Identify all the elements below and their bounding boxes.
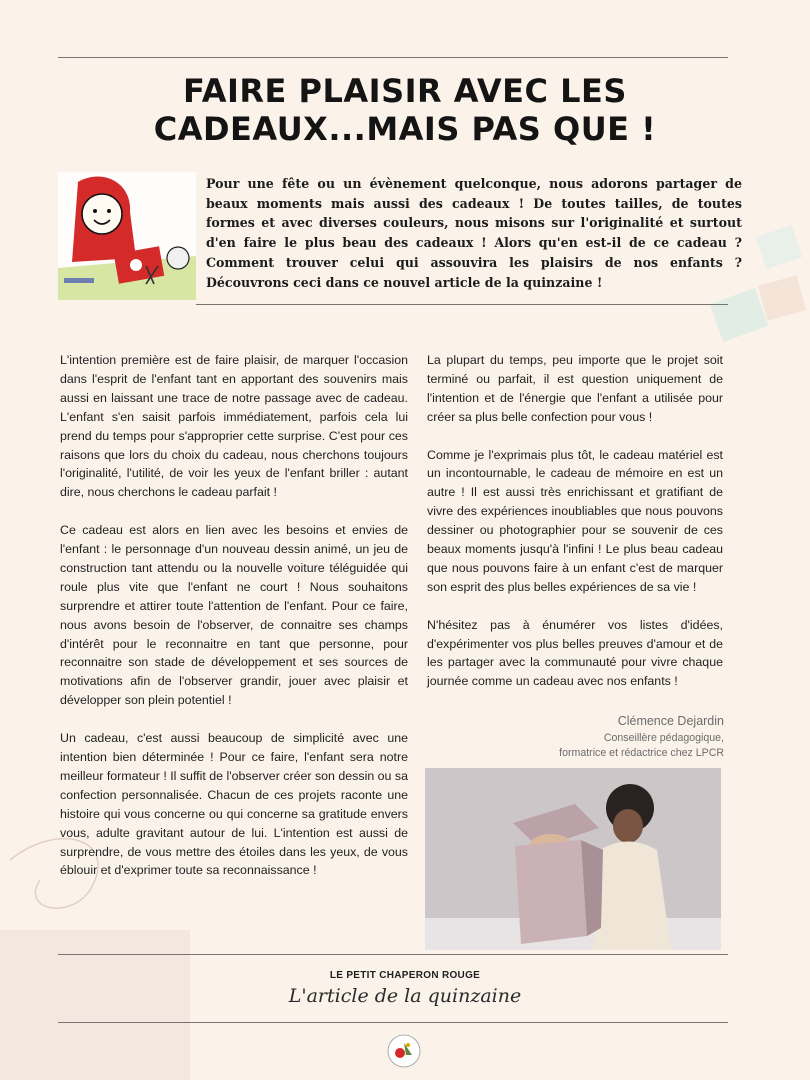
title-line-2: CADEAUX...MAIS PAS QUE ! bbox=[153, 110, 657, 148]
body-paragraph: La plupart du temps, peu importe que le projet soit terminé ou parfait, il est question uniquement de l'intention et de l'énergie que l'enfant a utilisée pour créer sa plus belle confection pour vous ! bbox=[427, 353, 723, 424]
right-column bbox=[427, 351, 723, 710]
body-paragraph: N'hésitez pas à énumérer vos listes d'idées, d'expérimenter vos plus belles preuves d'amour et de les partager avec la communauté pour vivre chaque journée comme un cadeau avec nos enfants ! bbox=[427, 617, 723, 689]
intro-paragraph: Pour une fête ou un évènement quelconque, nous adorons partager de beaux moments mais aussi des cadeaux ! De toutes tailles, de toutes formes et avec diverses couleurs, nous misons sur l'originalité et surtout d'en faire le plus beau des cadeaux ! Alors qu'en est-il de ce cadeau ? Comment trouver celui qui assouvira les plaisirs de nos enfants ? Découvrons ceci dans ce nouvel article de la quinzaine ! bbox=[206, 176, 742, 290]
article-title bbox=[100, 72, 710, 148]
footer-rule-bottom bbox=[58, 1022, 728, 1023]
author-role-line-1: Conseillère pédagogique, bbox=[603, 732, 724, 744]
girl-crafting-illustration bbox=[58, 172, 196, 300]
author-name: Clémence Dejardin bbox=[617, 714, 724, 728]
author-role bbox=[474, 731, 724, 761]
title-line-1: FAIRE PLAISIR AVEC LES bbox=[183, 72, 627, 110]
footer-brand: LE PETIT CHAPERON ROUGE bbox=[329, 970, 481, 981]
top-rule bbox=[58, 57, 728, 58]
footer-rule-top bbox=[58, 954, 728, 955]
footer-subtitle: L'article de la quinzaine bbox=[288, 985, 522, 1007]
child-opening-gift-photo bbox=[425, 768, 721, 950]
left-column bbox=[60, 351, 408, 899]
body-paragraph: Comme je l'exprimais plus tôt, le cadeau matériel est un incontournable, le cadeau de mémoire en est un autre ! Il est aussi très enrichissant et gratifiant de vivre des expériences inoubliables que nous pouvons dessiner ou photographier pour se souvenir de ces beaux moments jusqu'à l'infini ! Le plus beau cadeau que nous pouvons faire à un enfant c'est de marquer son esprit des plus belles expériences de sa vie ! bbox=[427, 447, 723, 594]
body-paragraph: Ce cadeau est alors en lien avec les besoins et envies de l'enfant : le personnage d'un nouveau dessin animé, un jeu de construction tant attendu ou la nouvelle voiture téléguidée qui roule plus vite que l'enfant ne court ! Nous souhaitons surprendre et attirer toute l'attention de l'enfant. Pour ce faire, nous avons besoin de l'observer, de connaitre ses champs d'intérêt pour le reconnaitre en tant que personne, pour reconnaitre son stade de développement et ses sources de motivations afin de l'observer grandir, jouer avec plaisir et développer son plein potentiel ! bbox=[60, 523, 408, 708]
brand-logo-icon bbox=[386, 1033, 422, 1069]
body-paragraph: Un cadeau, c'est aussi beaucoup de simplicité avec une intention bien déterminée ! Pour ce faire, l'enfant sera notre meilleur formateur ! Il suffit de l'observer créer son dessin ou sa confection personnalisée. Chacun de ces projets raconte une histoire qui vous concerne ou qui concerne sa gratitude envers vous, adulte gravitant autour de lui. L'intention est aussi de surprendre, de vous mettre des étoiles dans les yeux, de vous éblouir et d'exprimer toute sa reconnaissance ! bbox=[60, 731, 408, 878]
author-role-line-2: formatrice et rédactrice chez LPCR bbox=[559, 747, 724, 759]
intro-rule bbox=[196, 304, 728, 305]
body-paragraph: L'intention première est de faire plaisir, de marquer l'occasion dans l'esprit de l'enfant tant en apportant des souvenirs mais aussi en laissant une trace de notre passage avec de cadeau. L'enfant s'en saisit parfois immédiatement, parfois cela lui prend du temps pour s'approprier cette surprise. C'est pour ces raisons que lors du choix du cadeau, nous cherchons toujours l'originalité, l'utilité, de voir les yeux de l'enfant briller : autant dire, nous cherchons le cadeau parfait ! bbox=[60, 353, 408, 500]
